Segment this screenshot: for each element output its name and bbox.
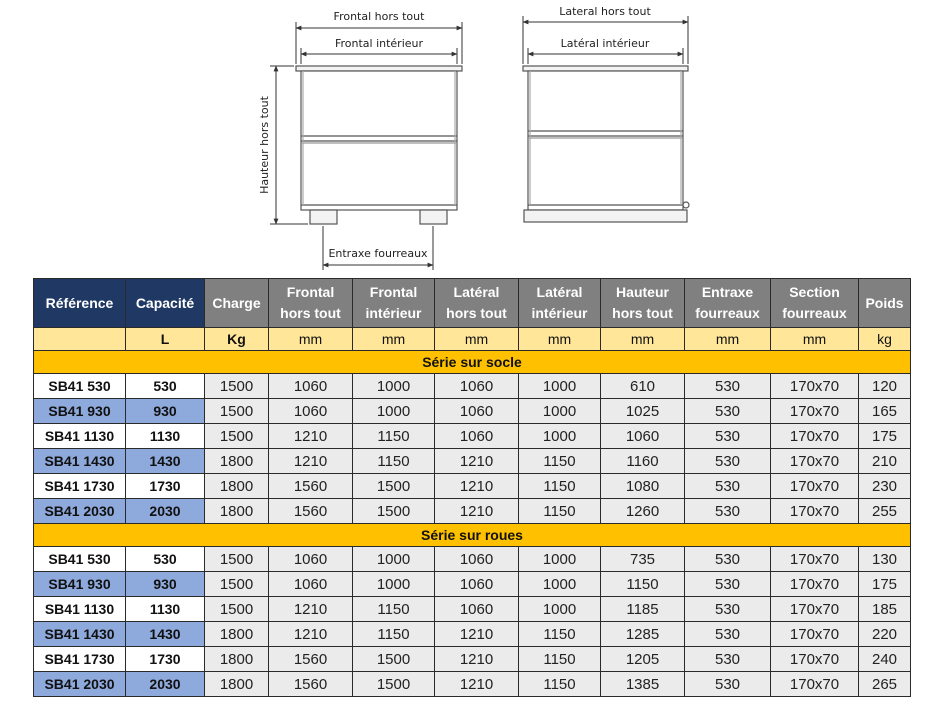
value-cell: 1060: [435, 399, 519, 424]
value-cell: 130: [859, 547, 911, 572]
value-cell: 170x70: [771, 474, 859, 499]
value-cell: 530: [685, 474, 771, 499]
value-cell: 1060: [435, 424, 519, 449]
value-cell: 175: [859, 572, 911, 597]
reference-cell: SB41 1430: [34, 622, 126, 647]
series-title: Série sur socle: [34, 351, 911, 374]
value-cell: 1000: [519, 597, 601, 622]
capacity-cell: 1730: [126, 647, 205, 672]
unit-cell: mm: [601, 328, 685, 351]
value-cell: 1185: [601, 597, 685, 622]
table-row: [34, 572, 911, 597]
series-title-row: [34, 524, 911, 547]
value-cell: 1000: [519, 374, 601, 399]
value-cell: 530: [685, 672, 771, 697]
value-cell: 735: [601, 547, 685, 572]
table-row: [34, 449, 911, 474]
value-cell: 1080: [601, 474, 685, 499]
header-charge: Charge: [205, 279, 269, 328]
side-overall-width-label: Lateral hors tout: [559, 5, 651, 18]
value-cell: 1560: [269, 474, 353, 499]
value-cell: 170x70: [771, 499, 859, 524]
value-cell: 1210: [269, 424, 353, 449]
value-cell: 1800: [205, 474, 269, 499]
reference-cell: SB41 530: [34, 547, 126, 572]
value-cell: 1150: [519, 647, 601, 672]
value-cell: 1060: [269, 547, 353, 572]
value-cell: 1150: [353, 449, 435, 474]
value-cell: 530: [685, 399, 771, 424]
header-section-fourreaux: Section fourreaux: [771, 279, 859, 328]
value-cell: 530: [685, 374, 771, 399]
header-lateral-interieur: Latéral intérieur: [519, 279, 601, 328]
value-cell: 240: [859, 647, 911, 672]
value-cell: 1160: [601, 449, 685, 474]
front-inner-width-label: Frontal intérieur: [334, 37, 424, 50]
unit-cell: mm: [519, 328, 601, 351]
value-cell: 265: [859, 672, 911, 697]
header-hauteur-hors-tout: Hauteur hors tout: [601, 279, 685, 328]
value-cell: 530: [685, 449, 771, 474]
value-cell: 170x70: [771, 424, 859, 449]
capacity-cell: 1130: [126, 424, 205, 449]
value-cell: 230: [859, 474, 911, 499]
header-poids: Poids: [859, 279, 911, 328]
value-cell: 1560: [269, 647, 353, 672]
value-cell: 255: [859, 499, 911, 524]
value-cell: 185: [859, 597, 911, 622]
value-cell: 530: [685, 572, 771, 597]
value-cell: 1060: [269, 572, 353, 597]
unit-cell: L: [126, 328, 205, 351]
value-cell: 1060: [435, 547, 519, 572]
reference-cell: SB41 930: [34, 399, 126, 424]
capacity-cell: 530: [126, 374, 205, 399]
value-cell: 1150: [519, 622, 601, 647]
value-cell: 170x70: [771, 597, 859, 622]
table-row: [34, 597, 911, 622]
capacity-cell: 1430: [126, 622, 205, 647]
value-cell: 530: [685, 622, 771, 647]
header-frontal-hors-tout: Frontal hors tout: [269, 279, 353, 328]
value-cell: 1150: [353, 622, 435, 647]
value-cell: 1800: [205, 672, 269, 697]
front-overall-height-label: Hauteur hors tout: [258, 96, 271, 194]
value-cell: 1210: [269, 597, 353, 622]
value-cell: 1150: [519, 449, 601, 474]
table-row: [34, 672, 911, 697]
value-cell: 1500: [205, 547, 269, 572]
value-cell: 1260: [601, 499, 685, 524]
reference-cell: SB41 1730: [34, 474, 126, 499]
reference-cell: SB41 1430: [34, 449, 126, 474]
reference-cell: SB41 2030: [34, 672, 126, 697]
value-cell: 1000: [519, 572, 601, 597]
value-cell: 170x70: [771, 547, 859, 572]
unit-cell: mm: [771, 328, 859, 351]
side-view: [523, 66, 689, 222]
value-cell: 1060: [269, 374, 353, 399]
series-title: Série sur roues: [34, 524, 911, 547]
table-row: [34, 647, 911, 672]
header-entraxe-fourreaux: Entraxe fourreaux: [685, 279, 771, 328]
reference-cell: SB41 1130: [34, 597, 126, 622]
value-cell: 165: [859, 399, 911, 424]
capacity-cell: 930: [126, 399, 205, 424]
table-header-row: [34, 279, 911, 328]
value-cell: 220: [859, 622, 911, 647]
value-cell: 1560: [269, 499, 353, 524]
value-cell: 1500: [205, 374, 269, 399]
value-cell: 1210: [435, 672, 519, 697]
value-cell: 1500: [205, 572, 269, 597]
unit-cell: mm: [435, 328, 519, 351]
value-cell: 1210: [435, 499, 519, 524]
value-cell: 610: [601, 374, 685, 399]
fork-spacing-label: Entraxe fourreaux: [328, 247, 428, 260]
value-cell: 1500: [353, 499, 435, 524]
value-cell: 530: [685, 647, 771, 672]
value-cell: 1205: [601, 647, 685, 672]
value-cell: 170x70: [771, 647, 859, 672]
value-cell: 170x70: [771, 399, 859, 424]
value-cell: 170x70: [771, 449, 859, 474]
value-cell: 530: [685, 499, 771, 524]
value-cell: 1000: [353, 374, 435, 399]
value-cell: 1060: [269, 399, 353, 424]
unit-cell: kg: [859, 328, 911, 351]
value-cell: 530: [685, 424, 771, 449]
unit-cell: mm: [353, 328, 435, 351]
capacity-cell: 530: [126, 547, 205, 572]
value-cell: 1560: [269, 672, 353, 697]
unit-cell: [34, 328, 126, 351]
capacity-cell: 2030: [126, 499, 205, 524]
value-cell: 1800: [205, 647, 269, 672]
value-cell: 1800: [205, 622, 269, 647]
value-cell: 1210: [269, 622, 353, 647]
value-cell: 1000: [353, 547, 435, 572]
value-cell: 1500: [205, 424, 269, 449]
value-cell: 1000: [353, 399, 435, 424]
value-cell: 1210: [435, 622, 519, 647]
capacity-cell: 930: [126, 572, 205, 597]
header-lateral-hors-tout: Latéral hors tout: [435, 279, 519, 328]
capacity-cell: 1730: [126, 474, 205, 499]
unit-cell: mm: [685, 328, 771, 351]
value-cell: 1150: [353, 424, 435, 449]
value-cell: 1060: [435, 572, 519, 597]
value-cell: 1150: [353, 597, 435, 622]
unit-cell: mm: [269, 328, 353, 351]
table-row: [34, 547, 911, 572]
value-cell: 1500: [205, 399, 269, 424]
table-row: [34, 399, 911, 424]
series-title-row: [34, 351, 911, 374]
value-cell: 530: [685, 547, 771, 572]
value-cell: 1500: [353, 647, 435, 672]
value-cell: 1150: [601, 572, 685, 597]
value-cell: 1150: [519, 672, 601, 697]
reference-cell: SB41 2030: [34, 499, 126, 524]
header-frontal-interieur: Frontal intérieur: [353, 279, 435, 328]
value-cell: 1500: [205, 597, 269, 622]
unit-cell: Kg: [205, 328, 269, 351]
value-cell: 175: [859, 424, 911, 449]
value-cell: 1060: [435, 374, 519, 399]
capacity-cell: 1430: [126, 449, 205, 474]
reference-cell: SB41 1730: [34, 647, 126, 672]
value-cell: 1000: [519, 399, 601, 424]
value-cell: 170x70: [771, 672, 859, 697]
front-overall-width-label: Frontal hors tout: [333, 10, 425, 23]
reference-cell: SB41 930: [34, 572, 126, 597]
value-cell: 1150: [519, 499, 601, 524]
table-row: [34, 499, 911, 524]
technical-drawing: [0, 0, 950, 275]
value-cell: 1210: [435, 449, 519, 474]
capacity-cell: 1130: [126, 597, 205, 622]
value-cell: 170x70: [771, 572, 859, 597]
value-cell: 1285: [601, 622, 685, 647]
specification-table: [33, 278, 911, 697]
value-cell: 170x70: [771, 374, 859, 399]
value-cell: 1000: [353, 572, 435, 597]
table-row: [34, 474, 911, 499]
table-row: [34, 622, 911, 647]
value-cell: 1025: [601, 399, 685, 424]
table-row: [34, 424, 911, 449]
front-view: [296, 66, 462, 224]
side-inner-width-label: Latéral intérieur: [560, 37, 650, 50]
value-cell: 1385: [601, 672, 685, 697]
value-cell: 1150: [519, 474, 601, 499]
value-cell: 1210: [269, 449, 353, 474]
value-cell: 1210: [435, 474, 519, 499]
value-cell: 1500: [353, 474, 435, 499]
value-cell: 1060: [601, 424, 685, 449]
reference-cell: SB41 530: [34, 374, 126, 399]
value-cell: 1800: [205, 499, 269, 524]
reference-cell: SB41 1130: [34, 424, 126, 449]
value-cell: 1060: [435, 597, 519, 622]
value-cell: 210: [859, 449, 911, 474]
capacity-cell: 2030: [126, 672, 205, 697]
value-cell: 1210: [435, 647, 519, 672]
value-cell: 170x70: [771, 622, 859, 647]
value-cell: 1500: [353, 672, 435, 697]
units-row: [34, 328, 911, 351]
table-row: [34, 374, 911, 399]
header-reference: Référence: [34, 279, 126, 328]
header-capacite: Capacité: [126, 279, 205, 328]
value-cell: 530: [685, 597, 771, 622]
value-cell: 1800: [205, 449, 269, 474]
value-cell: 1000: [519, 547, 601, 572]
value-cell: 120: [859, 374, 911, 399]
value-cell: 1000: [519, 424, 601, 449]
